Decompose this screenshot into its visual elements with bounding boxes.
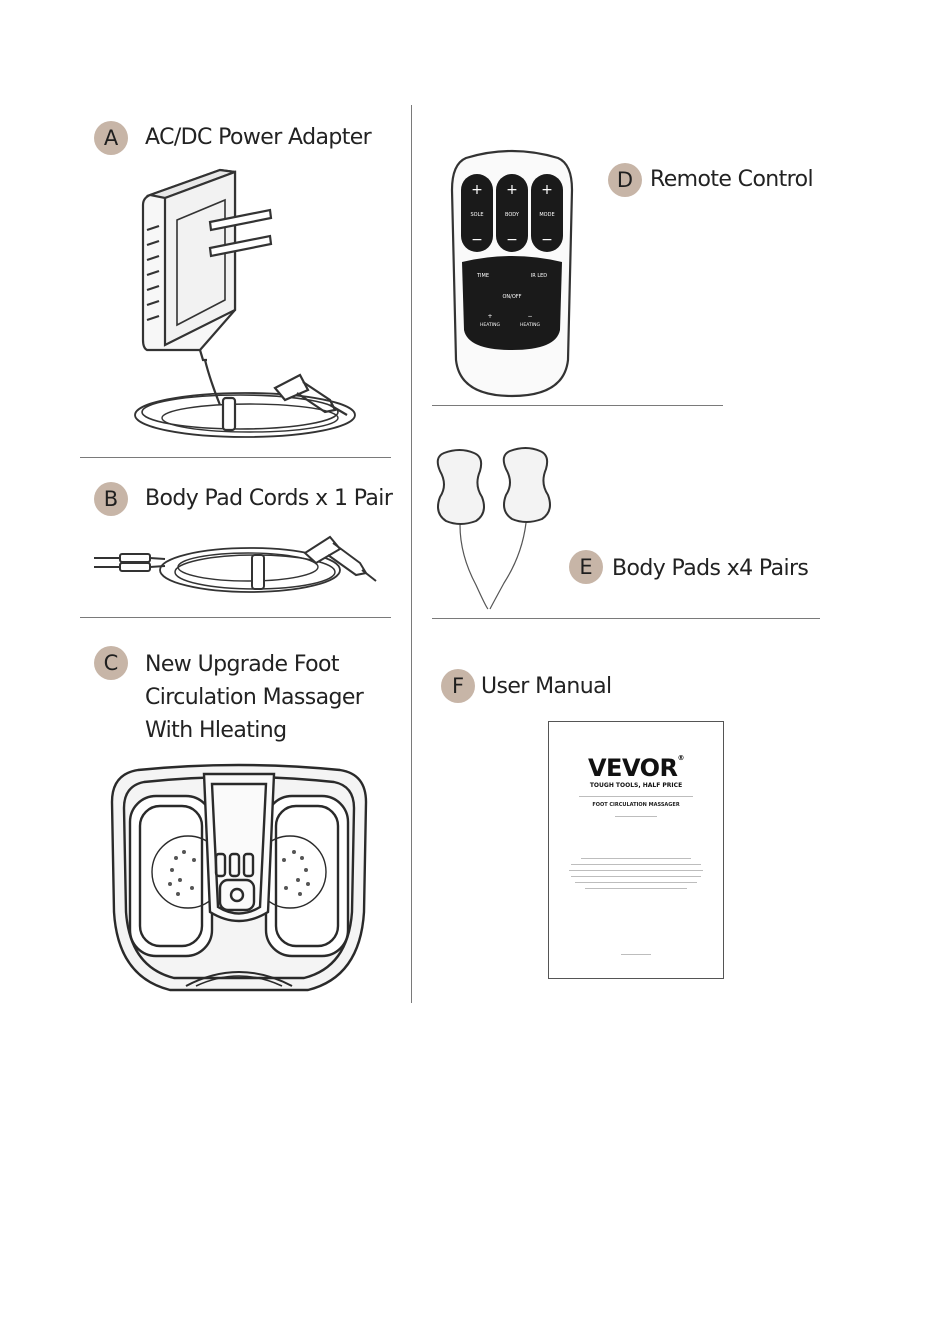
remote-mode-label: MODE <box>539 212 555 218</box>
remote-time-label: TIME <box>476 273 490 279</box>
label-pad-cords: Body Pad Cords x 1 Pair <box>145 486 393 511</box>
manual-title: FOOT CIRCULATION MASSAGER <box>592 802 680 808</box>
center-divider <box>411 105 412 1003</box>
badge-d: D <box>608 163 642 197</box>
manual-brand: VEVOR® <box>587 754 684 782</box>
remote-sole-label: SOLE <box>470 212 484 218</box>
badge-b: B <box>94 482 128 516</box>
svg-text:−: − <box>471 232 483 248</box>
user-manual-cover <box>548 721 724 979</box>
svg-text:+: + <box>506 182 518 198</box>
foot-massager-illustration <box>108 762 370 997</box>
badge-e: E <box>569 550 603 584</box>
svg-text:+: + <box>541 182 553 198</box>
label-massager-line1: New Upgrade Foot <box>145 652 339 677</box>
svg-text:+: + <box>487 313 493 320</box>
svg-text:+: + <box>471 182 483 198</box>
divider-d-e <box>432 405 723 406</box>
remote-heating-minus-label: HEATING <box>520 323 540 328</box>
label-user-manual: User Manual <box>481 674 612 699</box>
body-pads-illustration <box>430 445 560 615</box>
remote-control-illustration <box>446 150 578 400</box>
label-remote: Remote Control <box>650 167 814 192</box>
power-adapter-illustration <box>125 160 365 445</box>
badge-f: F <box>441 669 475 703</box>
label-massager-line2: Circulation Massager <box>145 685 364 710</box>
remote-onoff-label: ON/OFF <box>502 294 522 300</box>
pad-cords-illustration <box>90 525 390 605</box>
label-massager-line3: With Hleating <box>145 718 287 743</box>
badge-c: C <box>94 646 128 680</box>
divider-b-c <box>80 617 391 618</box>
divider-a-b <box>80 457 391 458</box>
svg-text:−: − <box>541 232 553 248</box>
svg-text:−: − <box>506 232 518 248</box>
divider-e-f <box>432 618 820 619</box>
badge-a: A <box>94 121 128 155</box>
remote-led-label: IR LED <box>530 273 548 279</box>
remote-body-label: BODY <box>505 212 519 218</box>
manual-tagline: TOUGH TOOLS, HALF PRICE <box>589 782 683 789</box>
label-power-adapter: AC/DC Power Adapter <box>145 125 372 150</box>
label-body-pads: Body Pads x4 Pairs <box>612 556 809 581</box>
remote-heating-plus-label: HEATING <box>480 323 500 328</box>
svg-text:−: − <box>527 313 533 320</box>
